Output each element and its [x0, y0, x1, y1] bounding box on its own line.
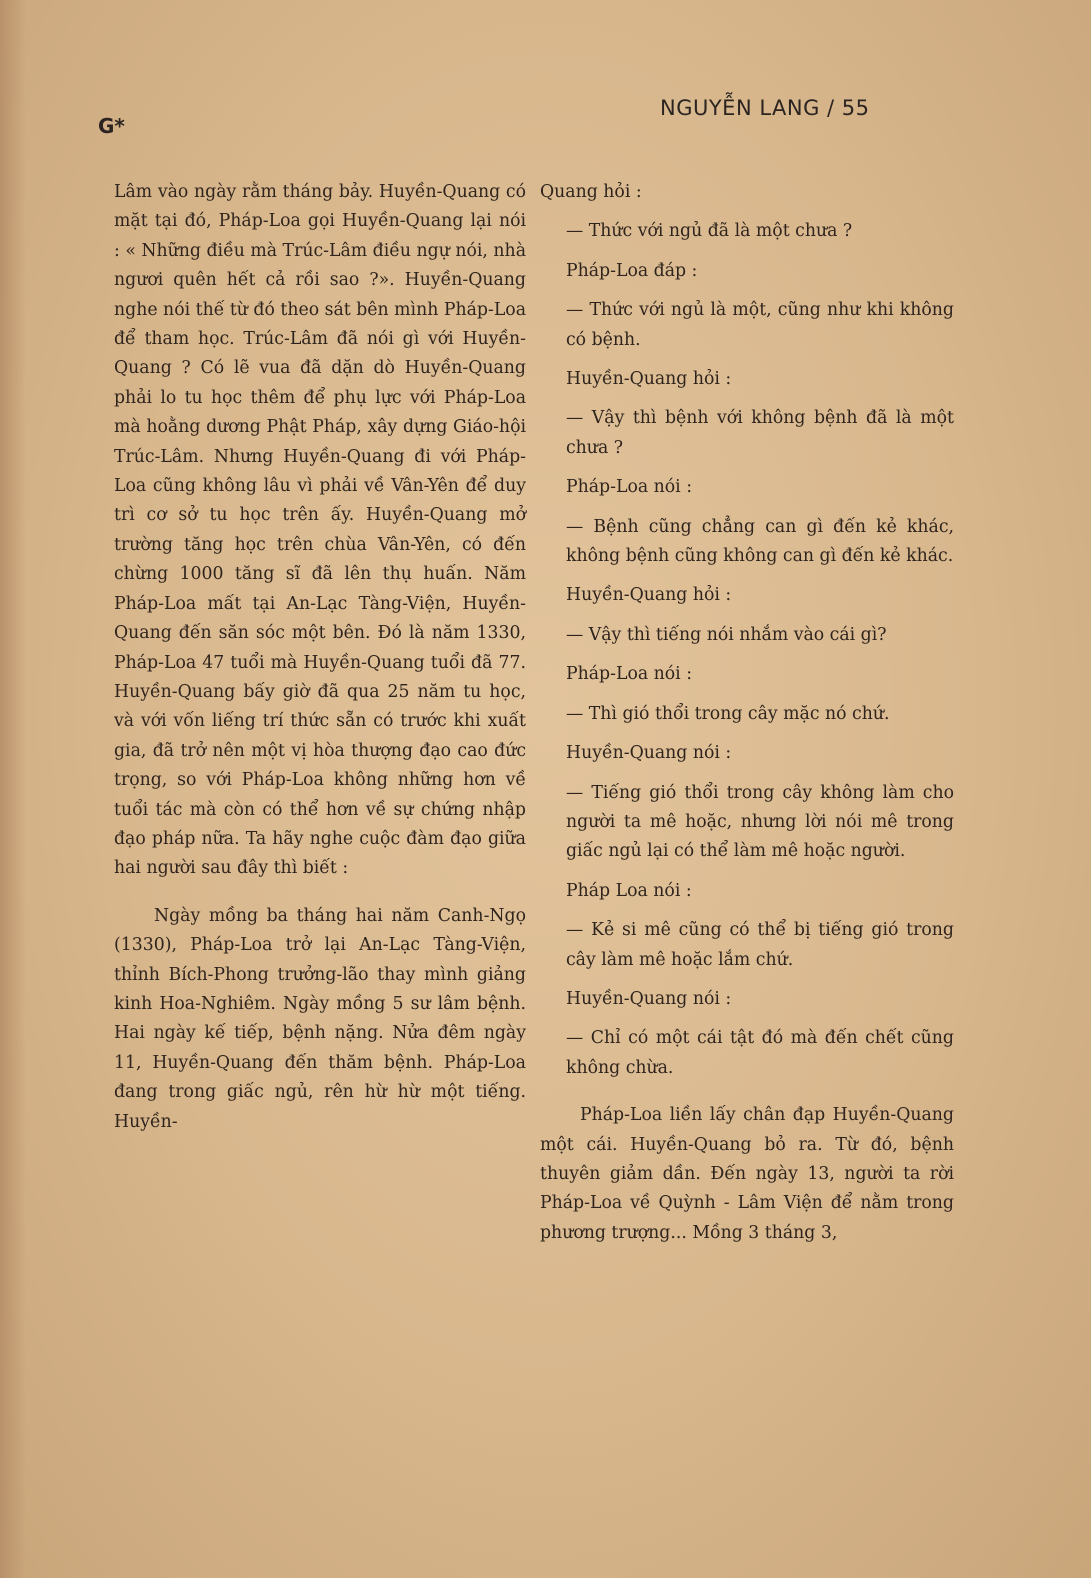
continuation-line: Quang hỏi :: [540, 182, 642, 202]
dialogue-line: — Thức với ngủ đã là một chưa ?: [566, 221, 853, 242]
paragraph: Pháp-Loa liền lấy chân đạp Huyền-Quang một cái. Huyền-Quang bỏ ra. Từ đó, bệnh thuyên giảm dần. Đến ngày 13, người ta rời Pháp-Loa về Quỳnh - Lâm Viện để nằm trong phương trượng... Mồng 3 tháng 3,: [540, 1105, 954, 1243]
running-head: NGUYỄN LANG / 55: [660, 96, 870, 120]
speaker-line: Huyền-Quang hỏi :: [566, 585, 732, 606]
dialogue-line: — Vậy thì bệnh với không bệnh đã là một chưa ?: [566, 408, 954, 458]
page-edge-shadow: [0, 0, 26, 1578]
dialogue-line: — Tiếng gió thổi trong cây không làm cho người ta mê hoặc, nhưng lời nói mê trong giấc ngủ lại có thể làm mê hoặc người.: [566, 782, 954, 862]
dialogue-line: — Bệnh cũng chẳng can gì đến kẻ khác, không bệnh cũng không can gì đến kẻ khác.: [566, 516, 954, 567]
dialogue-line: — Thì gió thổi trong cây mặc nó chứ.: [566, 703, 890, 724]
signature-mark: G*: [98, 114, 125, 138]
dialogue-line: — Vậy thì tiếng nói nhắm vào cái gì?: [566, 624, 887, 645]
right-column: [540, 178, 954, 1248]
speaker-line: Pháp-Loa nói :: [566, 477, 693, 498]
speaker-line: Pháp-Loa nói :: [566, 664, 693, 685]
speaker-line: Huyền-Quang nói :: [566, 988, 732, 1009]
dialogue-line: — Thức với ngủ là một, cũng như khi không có bệnh.: [566, 300, 954, 350]
paragraph: Ngày mồng ba tháng hai năm Canh-Ngọ (1330), Pháp-Loa trở lại An-Lạc Tàng-Viện, thỉnh Bích-Phong trưởng-lão thay mình giảng kinh Hoa-Nghiêm. Ngày mồng 5 sư lâm bệnh. Hai ngày kế tiếp, bệnh nặng. Nửa đêm ngày 11, Huyền-Quang đến thăm bệnh. Pháp-Loa đang trong giấc ngủ, rên hừ hừ một tiếng. Huyền-: [114, 905, 526, 1132]
dialogue-line: — Chỉ có một cái tật đó mà đến chết cũng không chừa.: [566, 1028, 954, 1078]
speaker-line: Pháp-Loa đáp :: [566, 260, 698, 281]
speaker-line: Pháp Loa nói :: [566, 880, 692, 901]
left-column: [114, 178, 526, 1137]
dialogue-line: — Kẻ si mê cũng có thể bị tiếng gió trong cây làm mê hoặc lắm chứ.: [566, 920, 954, 970]
paragraph: Lâm vào ngày rằm tháng bảy. Huyền-Quang có mặt tại đó, Pháp-Loa gọi Huyền-Quang lại nói : « Những điều mà Trúc-Lâm điều ngự nói, nhà ngươi quên hết cả rồi sao ?». Huyền-Quang nghe nói thế từ đó theo sát bên mình Pháp-Loa để tham học. Trúc-Lâm đã nói gì với Huyền-Quang ? Có lẽ vua đã dặn dò Huyền-Quang phải lo tu học thêm để phụ lực với Pháp-Loa mà hoằng dương Phật Pháp, xây dựng Giáo-hội Trúc-Lâm. Nhưng Huyền-Quang đi với Pháp-Loa cũng không lâu vì phải về Vân-Yên để duy trì cơ sở tu học trên ấy. Huyền-Quang mở trường tăng học trên chùa Vân-Yên, có đến chừng 1000 tăng sĩ đã lên thụ huấn. Năm Pháp-Loa mất tại An-Lạc Tàng-Viện, Huyền-Quang đến săn sóc một bên. Đó là năm 1330, Pháp-Loa 47 tuổi mà Huyền-Quang tuổi đã 77. Huyền-Quang bấy giờ đã qua 25 năm tu học, và với vốn liếng trí thức sẵn có trước khi xuất gia, đã trở nên một vị hòa thượng đạo cao đức trọng, so với Pháp-Loa không những hơn về tuổi tác mà còn có thể hơn về sự chứng nhập đạo pháp nữa. Ta hãy nghe cuộc đàm đạo giữa hai người sau đây thì biết :: [114, 182, 526, 879]
speaker-line: Huyền-Quang hỏi :: [566, 369, 732, 390]
speaker-line: Huyền-Quang nói :: [566, 743, 732, 764]
